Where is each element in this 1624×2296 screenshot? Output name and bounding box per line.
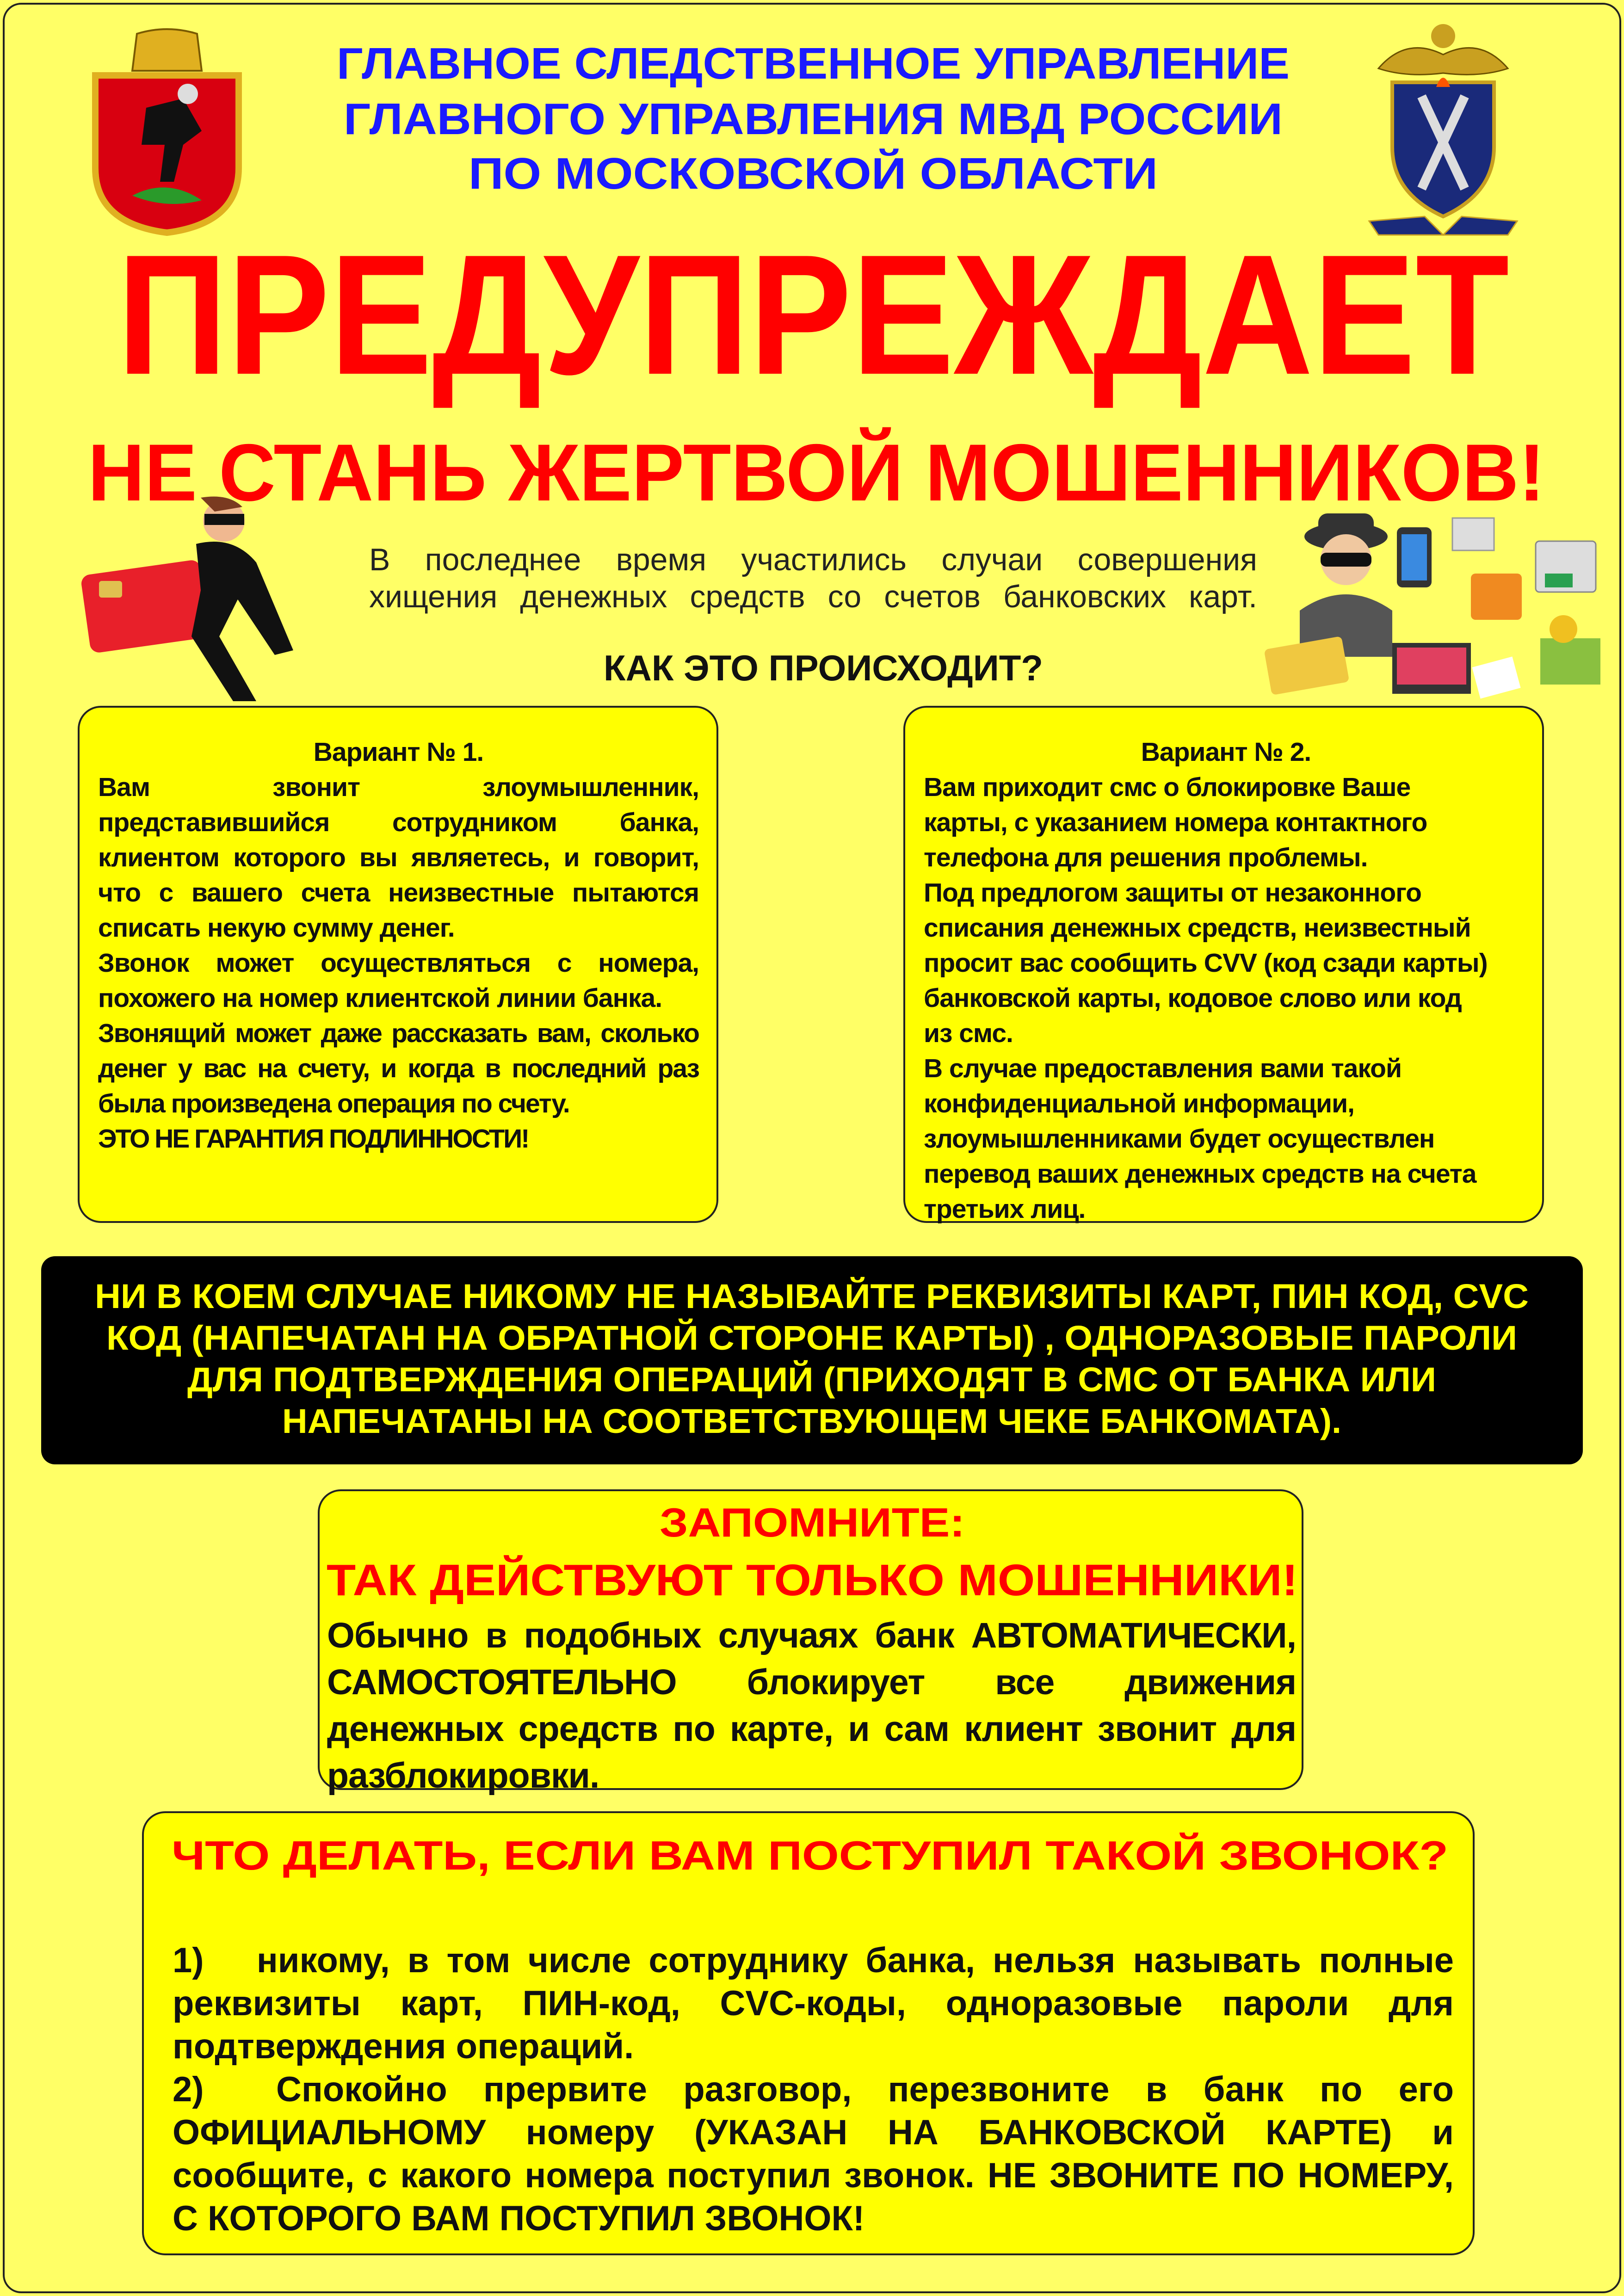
svg-text:ПРЕДУПРЕЖДАЕТ: ПРЕДУПРЕЖДАЕТ (117, 219, 1509, 410)
intro-text: В последнее время участились случаи совершения хищения денежных средств со счетов банковских карт. (369, 542, 1257, 614)
variant-2-paragraph: Под предлогом защиты от незаконного списания денежных средств, неизвестный просит вас сообщить CVV (код сзади карты) банковской карты, кодовое слово или код из смс. (924, 878, 1488, 1048)
variant-1-paragraph: Вам звонит злоумышленник, представившийся сотрудником банка, клиентом которого вы являетесь, и говорит, что с вашего счета неизвестные пытаются списать некую сумму денег. (98, 772, 699, 943)
hacker-devices-illustration-icon (1258, 504, 1610, 708)
warning-line: КОД (НАПЕЧАТАН НА ОБРАТНОЙ СТОРОНЕ КАРТЫ) , ОДНОРАЗОВЫЕ ПАРОЛИ (106, 1319, 1449, 1357)
variant-1-box (78, 706, 718, 1223)
list-item: 1) никому, в том числе сотруднику банка, нельзя называть полные реквизиты карт, ПИН-код, CVC-коды, одноразовые пароли для подтверждения операций. (173, 1941, 1464, 2066)
variant-2-paragraph: Вам приходит смс о блокировке Ваше карты, с указанием номера контактного телефона для решения проблемы. (924, 772, 1427, 872)
header (337, 37, 1290, 199)
what-to-do-title: ЧТО ДЕЛАТЬ, ЕСЛИ ВАМ ПОСТУПИЛ ТАКОЙ ЗВОНОК? (172, 1833, 1448, 1878)
remember-title: ЗАПОМНИТЕ: (660, 1500, 965, 1545)
warning-line: НИ В КОЕМ СЛУЧАЕ НИКОМУ НЕ НАЗЫВАЙТЕ РЕКВИЗИТЫ КАРТ, ПИН КОД, CVC (95, 1277, 1466, 1315)
variant-2-box (903, 706, 1544, 1223)
variant-2-title: Вариант № 2. (1141, 737, 1311, 767)
variant-1-title: Вариант № 1. (313, 737, 484, 767)
variant-1-paragraph: Звонок может осуществляться с номера, похожего на номер клиентской линии банка. (98, 948, 699, 1013)
header-line-3: ПО МОСКОВСКОЙ ОБЛАСТИ (469, 149, 1099, 198)
remember-text: Обычно в подобных случаях банк АВТОМАТИЧЕСКИ, САМОСТОЯТЕЛЬНО блокирует все движения денежных средств по карте, и сам клиент звонит для разблокировки. (327, 1616, 1296, 1796)
svg-text:НЕ СТАНЬ ЖЕРТВОЙ МОШЕННИКОВ!: НЕ СТАНЬ ЖЕРТВОЙ МОШЕННИКОВ! (88, 428, 1590, 518)
variant-2-paragraph: В случае предоставления вами такой конфиденциальной информации, злоумышленниками будет осуществлен перевод ваших денежных средств на счета третьих лиц. (924, 1054, 1476, 1224)
warning-line: НАПЕЧАТАНЫ НА СООТВЕТСТВУЮЩЕМ ЧЕКЕ БАНКОМАТА). (282, 1402, 1342, 1440)
header-line-2: ГЛАВНОГО УПРАВЛЕНИЯ МВД РОССИИ (344, 94, 1283, 144)
thief-illustration-icon (80, 498, 321, 706)
investigation-emblem-icon (1369, 18, 1517, 240)
page-title (117, 219, 1509, 410)
how-it-happens-heading (604, 645, 1043, 687)
warning-panel (41, 1256, 1583, 1464)
what-to-do-box (142, 1811, 1475, 2255)
svg-text:КАК ЭТО ПРОИСХОДИТ?: КАК ЭТО ПРОИСХОДИТ? (604, 648, 1043, 688)
list-item: 2) Спокойно прервите разговор, перезвоните в банк по его ОФИЦИАЛЬНОМУ номеру (УКАЗАН НА БАНКОВСКОЙ КАРТЕ) и сообщите, с какого номера поступил звонок. НЕ ЗВОНИТЕ ПО НОМЕРУ, С КОТОРОГО ВАМ ПОСТУПИЛ ЗВОНОК! (173, 2070, 1464, 2238)
coat-of-arms-icon (91, 29, 243, 233)
remember-box (318, 1489, 1303, 1796)
what-to-do-list (173, 1939, 1464, 2240)
warning-line: ДЛЯ ПОДТВЕРЖДЕНИЯ ОПЕРАЦИЙ (ПРИХОДЯТ В СМС ОТ БАНКА ИЛИ (187, 1360, 1390, 1399)
variant-1-paragraph: Звонящий может даже рассказать вам, сколько денег у вас на счету, и когда в последний раз была произведена операция по счету. (98, 1018, 699, 1118)
remember-subtitle: ТАК ДЕЙСТВУЮТ ТОЛЬКО МОШЕННИКИ! (327, 1555, 1228, 1605)
variant-1-warning: ЭТО НЕ ГАРАНТИЯ ПОДЛИННОСТИ! (98, 1124, 529, 1154)
header-line-1: ГЛАВНОЕ СЛЕДСТВЕННОЕ УПРАВЛЕНИЕ (337, 39, 1290, 88)
